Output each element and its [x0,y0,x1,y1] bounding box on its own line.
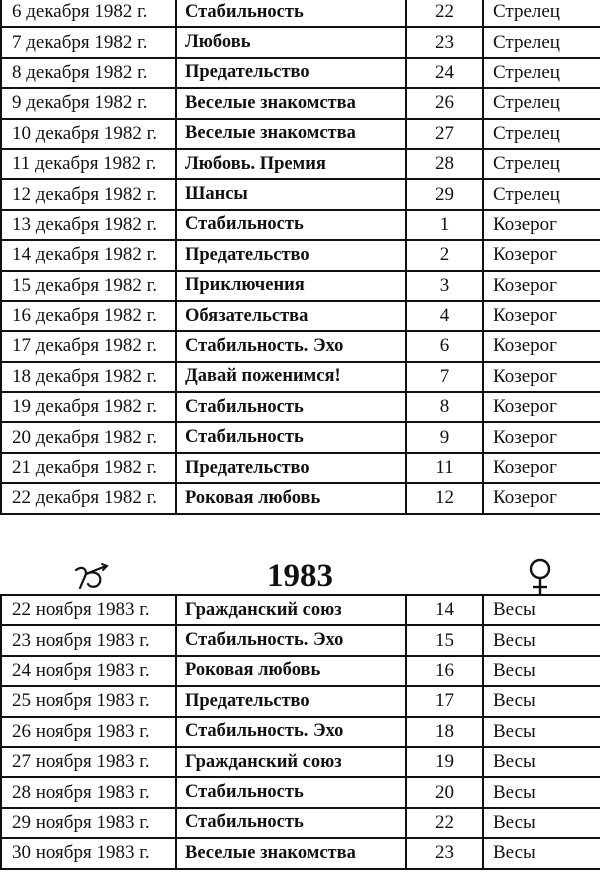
number-cell: 26 [406,88,483,118]
date-cell: 18 декабря 1982 г. [1,362,176,392]
date-cell: 25 ноября 1983 г. [1,686,176,716]
event-cell: Стабильность [176,777,406,807]
event-cell: Стабильность [176,392,406,422]
zodiac-sign-cell: Весы [483,808,600,838]
year-header [0,556,600,596]
event-cell: Стабильность [176,808,406,838]
date-cell: 21 декабря 1982 г. [1,453,176,483]
date-cell: 22 декабря 1982 г. [1,483,176,513]
event-cell: Любовь [176,27,406,57]
event-cell: Гражданский союз [176,747,406,777]
zodiac-sign-cell: Стрелец [483,179,600,209]
number-cell: 22 [406,808,483,838]
number-cell: 1 [406,210,483,240]
event-cell: Предательство [176,453,406,483]
event-cell: Стабильность. Эхо [176,717,406,747]
number-cell: 14 [406,595,483,625]
number-cell: 2 [406,240,483,270]
table-row [1,777,600,807]
table-row [1,88,600,118]
date-cell: 14 декабря 1982 г. [1,240,176,270]
number-cell: 7 [406,362,483,392]
table-row [1,58,600,88]
table-row [1,392,600,422]
date-cell: 28 ноября 1983 г. [1,777,176,807]
zodiac-sign-cell: Стрелец [483,58,600,88]
event-cell: Любовь. Премия [176,149,406,179]
date-cell: 26 ноября 1983 г. [1,717,176,747]
event-cell: Стабильность [176,422,406,452]
table-row [1,453,600,483]
number-cell: 19 [406,747,483,777]
date-cell: 29 ноября 1983 г. [1,808,176,838]
number-cell: 4 [406,301,483,331]
year-label: 1983 [267,558,333,594]
date-cell: 8 декабря 1982 г. [1,58,176,88]
number-cell: 6 [406,331,483,361]
zodiac-sign-cell: Весы [483,838,600,868]
event-cell: Роковая любовь [176,656,406,686]
venus-icon [522,556,558,596]
table-row [1,717,600,747]
date-cell: 27 ноября 1983 г. [1,747,176,777]
event-cell: Приключения [176,271,406,301]
number-cell: 24 [406,58,483,88]
event-cell: Стабильность [176,0,406,27]
event-cell: Давай поженимся! [176,362,406,392]
zodiac-sign-cell: Весы [483,747,600,777]
table-row [1,27,600,57]
number-cell: 23 [406,27,483,57]
event-cell: Гражданский союз [176,595,406,625]
zodiac-sign-cell: Козерог [483,301,600,331]
zodiac-sign-cell: Весы [483,717,600,747]
table-row [1,149,600,179]
table-row [1,838,600,868]
date-cell: 12 декабря 1982 г. [1,179,176,209]
zodiac-sign-cell: Козерог [483,240,600,270]
zodiac-sign-cell: Козерог [483,210,600,240]
zodiac-sign-cell: Козерог [483,392,600,422]
number-cell: 12 [406,483,483,513]
date-cell: 23 ноября 1983 г. [1,625,176,655]
date-cell: 7 декабря 1982 г. [1,27,176,57]
number-cell: 22 [406,0,483,27]
date-cell: 10 декабря 1982 г. [1,119,176,149]
table-row [1,0,600,27]
date-cell: 16 декабря 1982 г. [1,301,176,331]
table-row [1,210,600,240]
event-cell: Предательство [176,58,406,88]
zodiac-sign-cell: Стрелец [483,119,600,149]
event-cell: Предательство [176,240,406,270]
zodiac-sign-cell: Весы [483,777,600,807]
zodiac-sign-cell: Козерог [483,271,600,301]
zodiac-sign-cell: Козерог [483,362,600,392]
number-cell: 17 [406,686,483,716]
number-cell: 11 [406,453,483,483]
table-1983 [0,594,600,870]
date-cell: 11 декабря 1982 г. [1,149,176,179]
table-row [1,119,600,149]
date-cell: 17 декабря 1982 г. [1,331,176,361]
zodiac-sign-cell: Козерог [483,331,600,361]
table-row [1,625,600,655]
event-cell: Веселые знакомства [176,88,406,118]
table-row [1,686,600,716]
table-row [1,362,600,392]
number-cell: 3 [406,271,483,301]
table-row [1,301,600,331]
date-cell: 9 декабря 1982 г. [1,88,176,118]
date-cell: 24 ноября 1983 г. [1,656,176,686]
event-cell: Веселые знакомства [176,119,406,149]
date-cell: 15 декабря 1982 г. [1,271,176,301]
number-cell: 15 [406,625,483,655]
table-row [1,747,600,777]
number-cell: 27 [406,119,483,149]
event-cell: Обязательства [176,301,406,331]
table-row [1,595,600,625]
table-row [1,808,600,838]
number-cell: 20 [406,777,483,807]
number-cell: 8 [406,392,483,422]
table-row [1,483,600,513]
date-cell: 13 декабря 1982 г. [1,210,176,240]
table-row [1,422,600,452]
zodiac-sign-cell: Стрелец [483,0,600,27]
number-cell: 29 [406,179,483,209]
number-cell: 18 [406,717,483,747]
number-cell: 23 [406,838,483,868]
table-row [1,179,600,209]
number-cell: 9 [406,422,483,452]
zodiac-sign-cell: Весы [483,686,600,716]
table-row [1,656,600,686]
number-cell: 28 [406,149,483,179]
zodiac-sign-cell: Козерог [483,453,600,483]
zodiac-sign-cell: Стрелец [483,88,600,118]
zodiac-sign-cell: Стрелец [483,27,600,57]
date-cell: 20 декабря 1982 г. [1,422,176,452]
table-row [1,240,600,270]
date-cell: 6 декабря 1982 г. [1,0,176,27]
zodiac-sign-cell: Стрелец [483,149,600,179]
zodiac-sign-cell: Козерог [483,483,600,513]
date-cell: 22 ноября 1983 г. [1,595,176,625]
zodiac-sign-cell: Весы [483,595,600,625]
date-cell: 19 декабря 1982 г. [1,392,176,422]
date-cell: 30 ноября 1983 г. [1,838,176,868]
event-cell: Роковая любовь [176,483,406,513]
zodiac-sign-cell: Весы [483,656,600,686]
event-cell: Шансы [176,179,406,209]
number-cell: 16 [406,656,483,686]
event-cell: Стабильность. Эхо [176,625,406,655]
event-cell: Стабильность. Эхо [176,331,406,361]
zodiac-sign-cell: Козерог [483,422,600,452]
table-row [1,271,600,301]
event-cell: Веселые знакомства [176,838,406,868]
zodiac-sign-cell: Весы [483,625,600,655]
event-cell: Стабильность [176,210,406,240]
table-row [1,331,600,361]
event-cell: Предательство [176,686,406,716]
